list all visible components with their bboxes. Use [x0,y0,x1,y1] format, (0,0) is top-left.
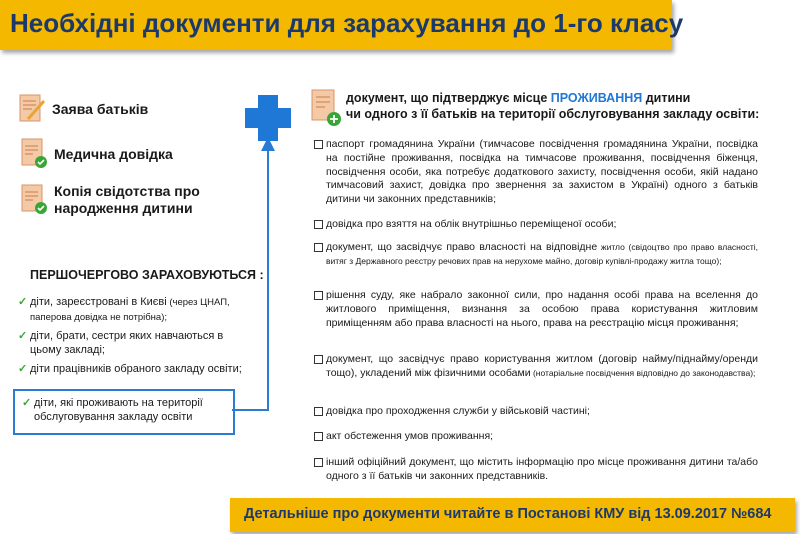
checkbox-bullet-icon [314,458,323,467]
list-item [314,405,758,419]
heading-highlight: ПРОЖИВАННЯ [550,91,643,105]
check-icon: ✓ [18,330,28,342]
doc-label-line1: Копія свідотства про [54,183,200,199]
list-item [314,241,758,269]
checkbox-bullet-icon [314,220,323,229]
residence-item-text: акт обстеження умов проживання; [326,430,494,442]
list-item [314,218,758,232]
heading-text: документ, що підтверджує місце [346,91,551,105]
doc-label-line2: народження дитини [54,200,193,216]
list-item [314,353,758,381]
residence-item-note: (нотаріальне посвідчення відповідно до законодавства); [530,367,756,378]
residence-item-text: довідка про взяття на облік внутрішньо переміщеної особи; [326,218,617,230]
residence-item-text: документ, що засвідчує право власності на відповідне [326,241,598,253]
document-add-icon [310,88,342,128]
residence-item-text: інший офіційний документ, що містить інформацію про місце проживання дитини та/або одного з її батьків чи законних представників. [326,456,758,482]
priority-title: ПЕРШОЧЕРГОВО ЗАРАХОВУЮТЬСЯ : [30,268,264,282]
list-item [314,430,758,444]
heading-text-end: дитини [642,91,691,105]
list-item [314,289,758,330]
residence-item-text: документ, що засвідчує право користування житлом (договір найму/піднайму/оренди тощо), укладений між фізичними особами [326,353,758,379]
checkbox-bullet-icon [314,243,323,252]
list-item [314,138,758,207]
document-pen-icon [18,93,46,125]
priority-item-text: діти, які проживають на території обслуговування закладу освіти [34,397,203,423]
priority-item-text: діти працівників обраного закладу освіти; [30,363,242,375]
residence-item-text: паспорт громадянина України (тимчасове посвідчення громадянина України, посвідка на постійне проживання, посвідка на тимчасове проживання, посвідчення біженця, посвідчення особи, яка потребує додаткового захисту, посвідчення особи, якій надано тимчасовий захист, довідка про звернення за захистом в Україні) одного з батьків дитини чи законних представників; [326,138,758,206]
doc-label-application: Заява батьків [52,101,149,117]
priority-item-text: діти, брати, сестри яких навчаються в цьому закладі; [30,330,224,356]
checkbox-bullet-icon [314,140,323,149]
check-icon: ✓ [22,397,32,409]
priority-item-note: (через ЦНАП, паперова довідка не потрібна); [30,297,230,323]
checkbox-bullet-icon [314,355,323,364]
residence-item-text: довідка про проходження служби у військовій частині; [326,405,590,417]
certificate-document-icon [20,183,48,215]
heading-line2: чи одного з її батьків на території обслуговування закладу освіти: [346,107,760,121]
residence-heading [346,90,786,122]
residence-item-note: житло (свідоцтво про право власності, витяг з Державного реєстру речових прав на нерухоме майно, договір купівлі-продажу житла тощо); [326,242,758,266]
checkbox-bullet-icon [314,432,323,441]
medical-document-icon [20,137,48,169]
residence-item-text: рішення суду, яке набрало законної сили, про надання особі права на вселення до житлового приміщення, визнання за особою права користування житловим приміщенням або права власності на нього, права на реєстрацію місця проживання; [326,289,758,329]
doc-label-medical: Медична довідка [54,146,173,162]
check-icon: ✓ [18,296,28,308]
list-item [22,396,227,424]
checkbox-bullet-icon [314,291,323,300]
page-title: Необхідні документи для зарахування до 1-го класу [10,8,684,38]
list-item [18,295,248,325]
priority-item-text: діти, зареєстровані в Києві [30,296,167,308]
footer-text: Детальніше про документи читайте в Постанові КМУ від 13.09.2017 №684 [244,506,772,522]
checkbox-bullet-icon [314,407,323,416]
doc-label-birth-certificate [54,183,200,217]
list-item [18,362,248,376]
check-icon: ✓ [18,363,28,375]
list-item [18,329,248,357]
list-item [314,456,758,484]
